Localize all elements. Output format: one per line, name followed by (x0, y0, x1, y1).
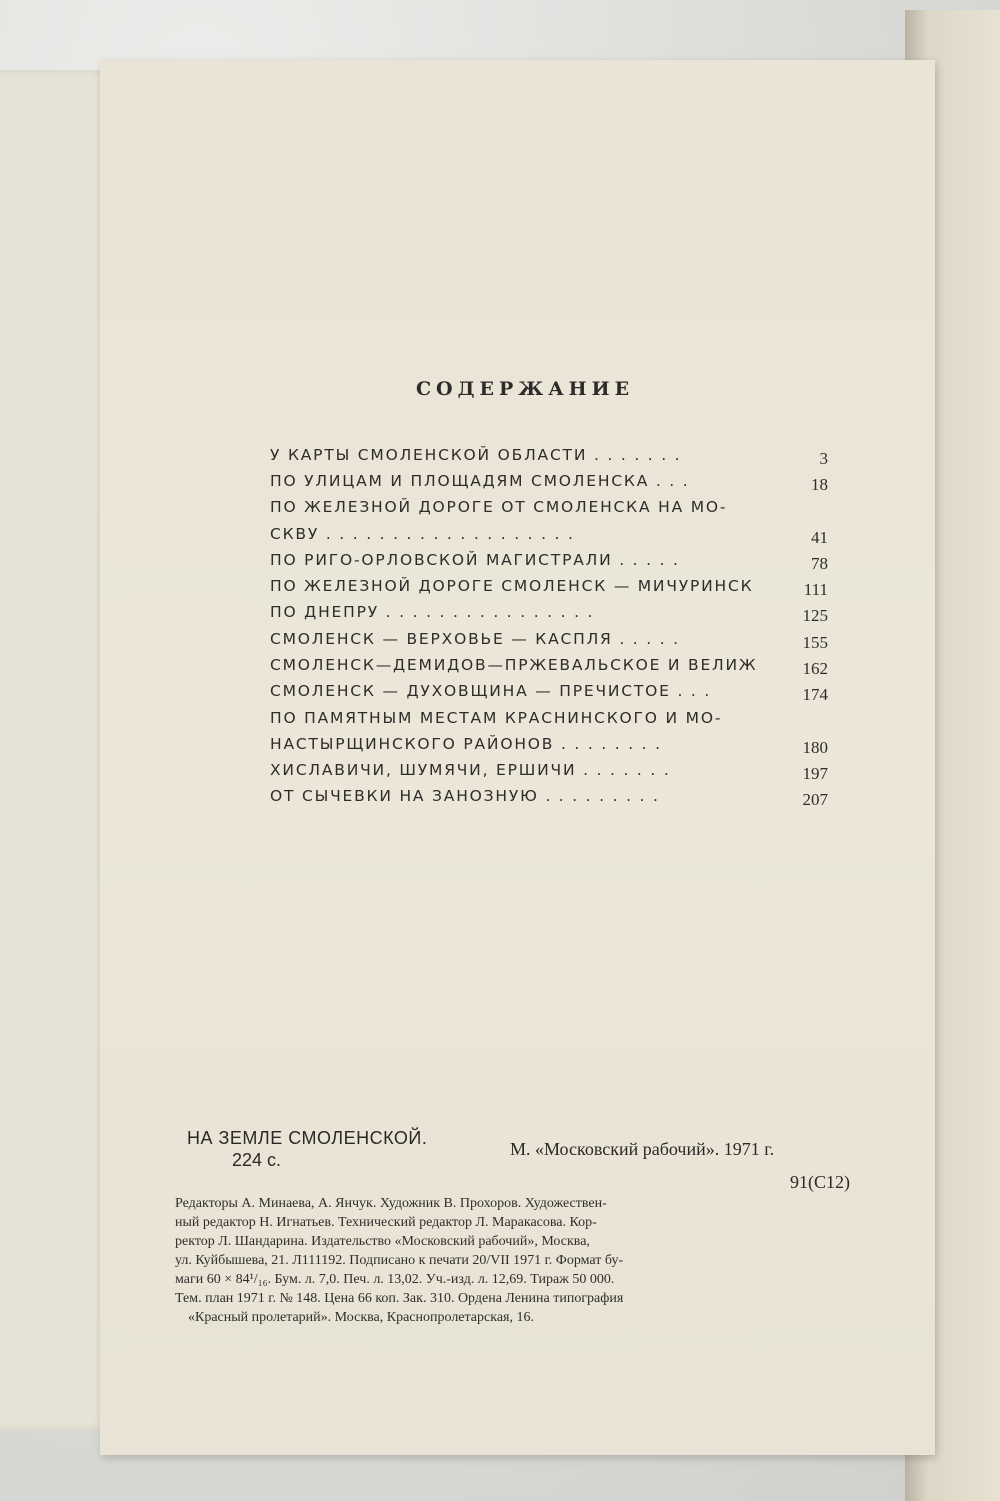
toc-page-number: 111 (803, 580, 828, 599)
colophon-line: «Красный пролетарий». Москва, Краснопролетарская, 16. (188, 1310, 534, 1325)
toc-heading: СОДЕРЖАНИЕ (415, 378, 635, 400)
imprint-library-code: 91(С12) (790, 1172, 850, 1192)
toc-entry: НАСТЫРЩИНСКОГО РАЙОНОВ . . . . . . . . (270, 735, 662, 753)
toc-entry: ОТ СЫЧЕВКИ НА ЗАНОЗНУЮ . . . . . . . . . (270, 787, 660, 805)
toc-page-number: 125 (802, 606, 828, 625)
colophon-line: ул. Куйбышева, 21. Л111192. Подписано к печати 20/VII 1971 г. Формат бу- (175, 1253, 624, 1268)
toc-entry: СКВУ . . . . . . . . . . . . . . . . . . . (270, 525, 575, 543)
toc-entry: СМОЛЕНСК — ДУХОВЩИНА — ПРЕЧИСТОЕ . . . (270, 682, 712, 700)
toc-entry: СМОЛЕНСК — ВЕРХОВЬЕ — КАСПЛЯ . . . . . (270, 630, 680, 648)
colophon-line: Редакторы А. Минаева, А. Янчук. Художник В. Прохоров. Художествен- (175, 1196, 607, 1211)
toc-page-number: 3 (819, 449, 828, 468)
toc-page-number: 18 (811, 475, 828, 494)
toc-entry: ПО РИГО-ОРЛОВСКОЙ МАГИСТРАЛИ . . . . . (270, 551, 680, 569)
colophon-line: ный редактор Н. Игнатьев. Технический редактор Л. Маракасова. Кор- (175, 1215, 597, 1230)
colophon-line: Тем. план 1971 г. № 148. Цена 66 коп. Зак. 310. Ордена Ленина типография (175, 1291, 624, 1306)
toc-page-number: 197 (802, 764, 828, 783)
book-page (100, 60, 935, 1455)
colophon-line: маги 60 × 84¹/₁₆. Бум. л. 7,0. Печ. л. 13,02. Уч.-изд. л. 12,69. Тираж 50 000. (175, 1272, 615, 1287)
toc-page-number: 162 (802, 659, 828, 678)
imprint-book-title: НА ЗЕМЛЕ СМОЛЕНСКОЙ. (187, 1128, 428, 1148)
toc-entry: У КАРТЫ СМОЛЕНСКОЙ ОБЛАСТИ . . . . . . . (270, 446, 682, 464)
toc-entry: СМОЛЕНСК—ДЕМИДОВ—ПРЖЕВАЛЬСКОЕ И ВЕЛИЖ (270, 656, 758, 674)
toc-entry: ПО ЖЕЛЕЗНОЙ ДОРОГЕ СМОЛЕНСК — МИЧУРИНСК (270, 577, 754, 595)
toc-page-number: 155 (802, 633, 828, 652)
toc-entry: ПО ЖЕЛЕЗНОЙ ДОРОГЕ ОТ СМОЛЕНСКА НА МО- (270, 498, 728, 516)
toc-page-number: 78 (811, 554, 828, 573)
toc-page-number: 207 (802, 790, 828, 809)
colophon-line: ректор Л. Шандарина. Издательство «Московский рабочий», Москва, (175, 1234, 590, 1249)
back-cover-edge (0, 70, 110, 1430)
imprint-page-count: 224 с. (232, 1150, 282, 1170)
toc-page-number: 180 (802, 738, 828, 757)
toc-entry: ХИСЛАВИЧИ, ШУМЯЧИ, ЕРШИЧИ . . . . . . . (270, 761, 671, 779)
toc-page-number: 174 (802, 685, 828, 704)
toc-entry: ПО УЛИЦАМ И ПЛОЩАДЯМ СМОЛЕНСКА . . . (270, 472, 690, 490)
toc-entry: ПО ДНЕПРУ . . . . . . . . . . . . . . . . (270, 603, 595, 621)
toc-entry: ПО ПАМЯТНЫМ МЕСТАМ КРАСНИНСКОГО И МО- (270, 709, 723, 727)
toc-page-number: 41 (811, 528, 828, 547)
imprint-publisher: М. «Московский рабочий». 1971 г. (510, 1139, 775, 1159)
